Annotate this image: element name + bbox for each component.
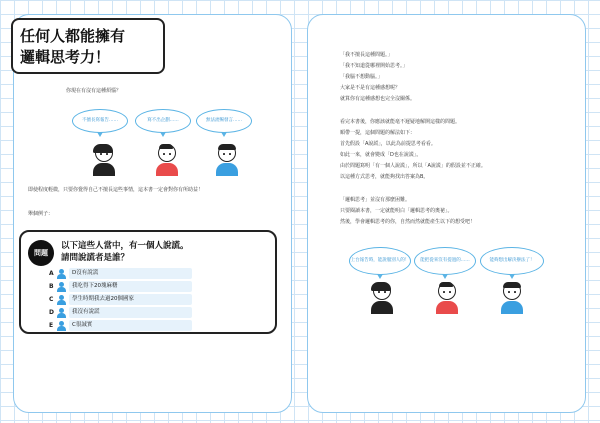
question-line-2: 請問說謊者是誰？ (61, 253, 130, 263)
quiz-box (19, 230, 277, 334)
right-para2-line4: 如此一來，就會變成「D也在說謊」。 (340, 152, 422, 158)
option-letter: B (49, 283, 54, 290)
option-label: 我沒有說謊 (69, 307, 192, 318)
person-man-icon (155, 144, 179, 176)
right-para2-line2: 順帶一提，這個問題的解法如下： (340, 130, 416, 136)
question-line-1: 以下這些人當中，有一個人說謊。 (61, 241, 189, 251)
person-boy-icon (500, 282, 524, 314)
person-boy-icon (215, 144, 239, 176)
option-letter: D (49, 309, 54, 316)
intro-text: 你現在有沒有這種煩惱？ (66, 88, 122, 94)
right-para2-line1: 看完本書後，你應該就能毫不遲疑地解開這樣的問題。 (340, 119, 461, 125)
body-text: 即使程度輕微，只要你覺得自己不擅長這些事情，這本書一定會對你有所助益！ (28, 187, 204, 193)
bubble-3: 無法流暢發言…… (196, 109, 252, 133)
right-para1-line3: 「我腦不想動腦。」 (340, 74, 383, 80)
right-para3-line2: 只要閱讀本書，一定就能明白「邏輯思考的奧祕」。 (340, 208, 453, 214)
option-label: 我吃得下20塊麻糬 (69, 281, 192, 292)
right-para2-line6: 以這種方式思考，就能夠找出答案為B。 (340, 174, 429, 180)
example-label: 舉個例子： (28, 211, 54, 217)
title-line-2: 邏輯思考力！ (20, 48, 111, 66)
person-icon (57, 321, 66, 331)
person-icon (57, 282, 66, 292)
right-para2-line3: 首先假設「A說謊」，以此為前提思考看看。 (340, 141, 436, 147)
right-para1-line1: 「我不擅長這種問題。」 (340, 52, 393, 58)
right-bubble-2: 能把從來沒有提過的…… (414, 247, 476, 275)
person-man-icon (435, 282, 459, 314)
right-para2-line5: 由於問題寫明「有一個人說謊」，所以「A說謊」的假設並不正確。 (340, 163, 486, 169)
title-box (11, 18, 165, 74)
option-label: 學生時期我去過20個國家 (69, 294, 192, 305)
right-bubble-1: 上台報告時，能說服別人的！ (349, 247, 411, 275)
person-icon (57, 295, 66, 305)
person-woman-icon (370, 282, 394, 314)
person-icon (57, 308, 66, 318)
option-label: C很誠實 (69, 320, 192, 331)
option-letter: E (49, 322, 54, 329)
option-letter: C (49, 296, 54, 303)
person-icon (57, 269, 66, 279)
right-para3-line3: 然後，學會邏輯思考的你，自然而然就能產生以下的想受吧！ (340, 219, 476, 225)
option-label: D沒有說謊 (69, 268, 192, 279)
bubble-1: 不擅長寫報告…… (72, 109, 128, 133)
option-letter: A (49, 270, 54, 277)
right-para3-line1: 「邏輯思考」並沒有那麼困難。 (340, 197, 411, 203)
right-para1-line4: 大家是不是有這種感想呢？ (340, 85, 401, 91)
person-woman-icon (92, 144, 116, 176)
right-para1-line2: 「我不知道從哪裡開始思考。」 (340, 63, 408, 69)
right-bubble-3: 能夠想出解決辦法了！ (480, 247, 544, 275)
title-line-1: 任何人都能擁有 (20, 27, 126, 45)
question-badge: 問題 (28, 240, 54, 266)
right-para1-line5: 就算你有這種感想也完全沒關係。 (340, 96, 416, 102)
bubble-2: 寫不出企劃…… (135, 109, 191, 133)
